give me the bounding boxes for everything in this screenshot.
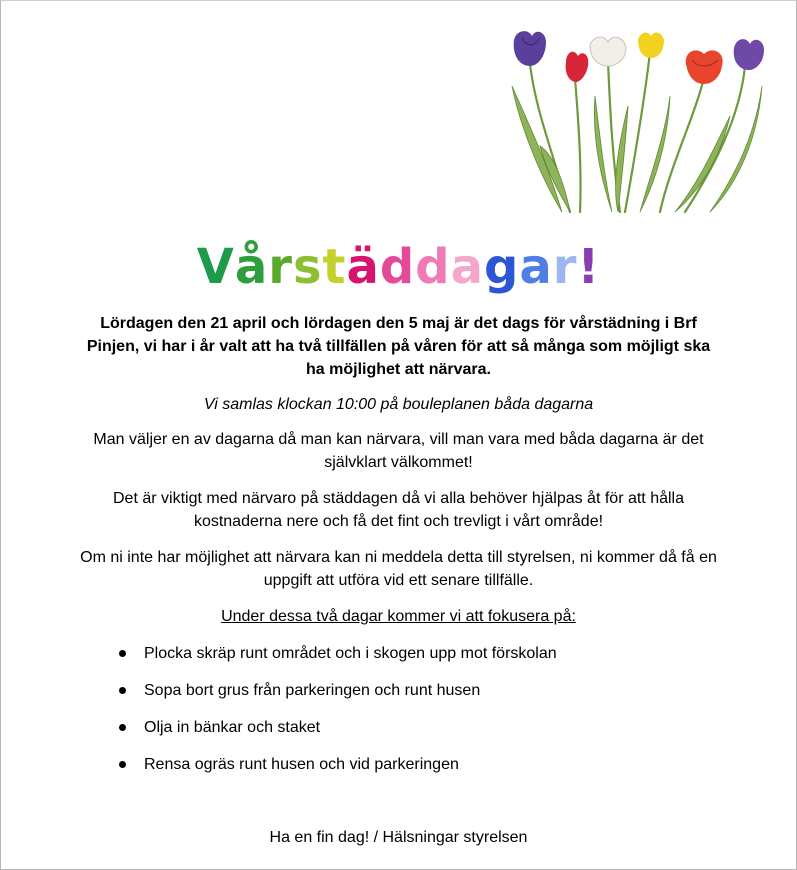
tulip-yellow <box>638 33 664 58</box>
bullet-icon <box>119 724 126 731</box>
title-letter: s <box>292 239 323 295</box>
title-letter: ä <box>346 239 380 295</box>
title-letter: t <box>322 239 347 295</box>
title-letter: r <box>552 239 578 295</box>
list-item <box>0 679 557 716</box>
closing-greeting: Ha en fin dag! / Hälsningar styrelsen <box>269 829 528 846</box>
title-letter: a <box>519 239 553 295</box>
title-letter: d <box>415 239 451 295</box>
tulip-red-right <box>686 50 723 84</box>
title-letter: d <box>379 239 416 295</box>
title-letter: V <box>196 239 235 295</box>
paragraph: Om ni inte har möjlighet att närvara kan ni meddela detta till styrelsen, ni kommer då få en uppgift att utföra vid ett senare tillfälle. <box>80 549 717 589</box>
intro-paragraph: Lördagen den 21 april och lördagen den 5 maj är det dags för vårstädning i Brf Pinjen, vi har i år valt att ha två tillfällen på våren för att så många som möjligt ska ha möjlighet att närvara. <box>86 315 711 378</box>
title-letter: r <box>268 239 293 295</box>
gathering-info: Vi samlas klockan 10:00 på bouleplanen båda dagarna <box>203 396 594 413</box>
list-item <box>0 753 557 790</box>
focus-heading: Under dessa två dagar kommer vi att fokusera på: <box>221 608 576 625</box>
bullet-icon <box>119 687 126 694</box>
list-item <box>0 716 557 753</box>
paragraph: Man väljer en av dagarna då man kan närvara, vill man vara med båda dagarna är det självklart välkommet! <box>93 431 704 471</box>
bullet-icon <box>119 650 126 657</box>
tulip-purple-left <box>514 31 546 66</box>
task-text: Sopa bort grus från parkeringen och runt husen <box>144 682 481 699</box>
list-item <box>0 642 557 679</box>
tulip-white <box>590 37 626 66</box>
tulip-purple-right <box>734 39 764 70</box>
bullet-icon <box>119 761 126 768</box>
task-text: Plocka skräp runt området och i skogen upp mot förskolan <box>144 645 557 662</box>
tulip-red-left <box>566 52 589 82</box>
task-list <box>0 642 557 790</box>
title-letter: a <box>450 239 484 295</box>
task-text: Rensa ogräs runt husen och vid parkeringen <box>144 756 459 773</box>
paragraph: Det är viktigt med närvaro på städdagen då vi alla behöver hjälpas åt för att hålla kostnaderna nere och få det fint och trevligt i vårt område! <box>113 490 684 530</box>
tulips-illustration <box>500 26 770 216</box>
task-text: Olja in bänkar och staket <box>144 719 321 736</box>
title-letter: g <box>483 239 520 295</box>
title-letter: ! <box>577 239 601 295</box>
page-title <box>0 236 797 298</box>
title-letter: å <box>234 239 269 295</box>
